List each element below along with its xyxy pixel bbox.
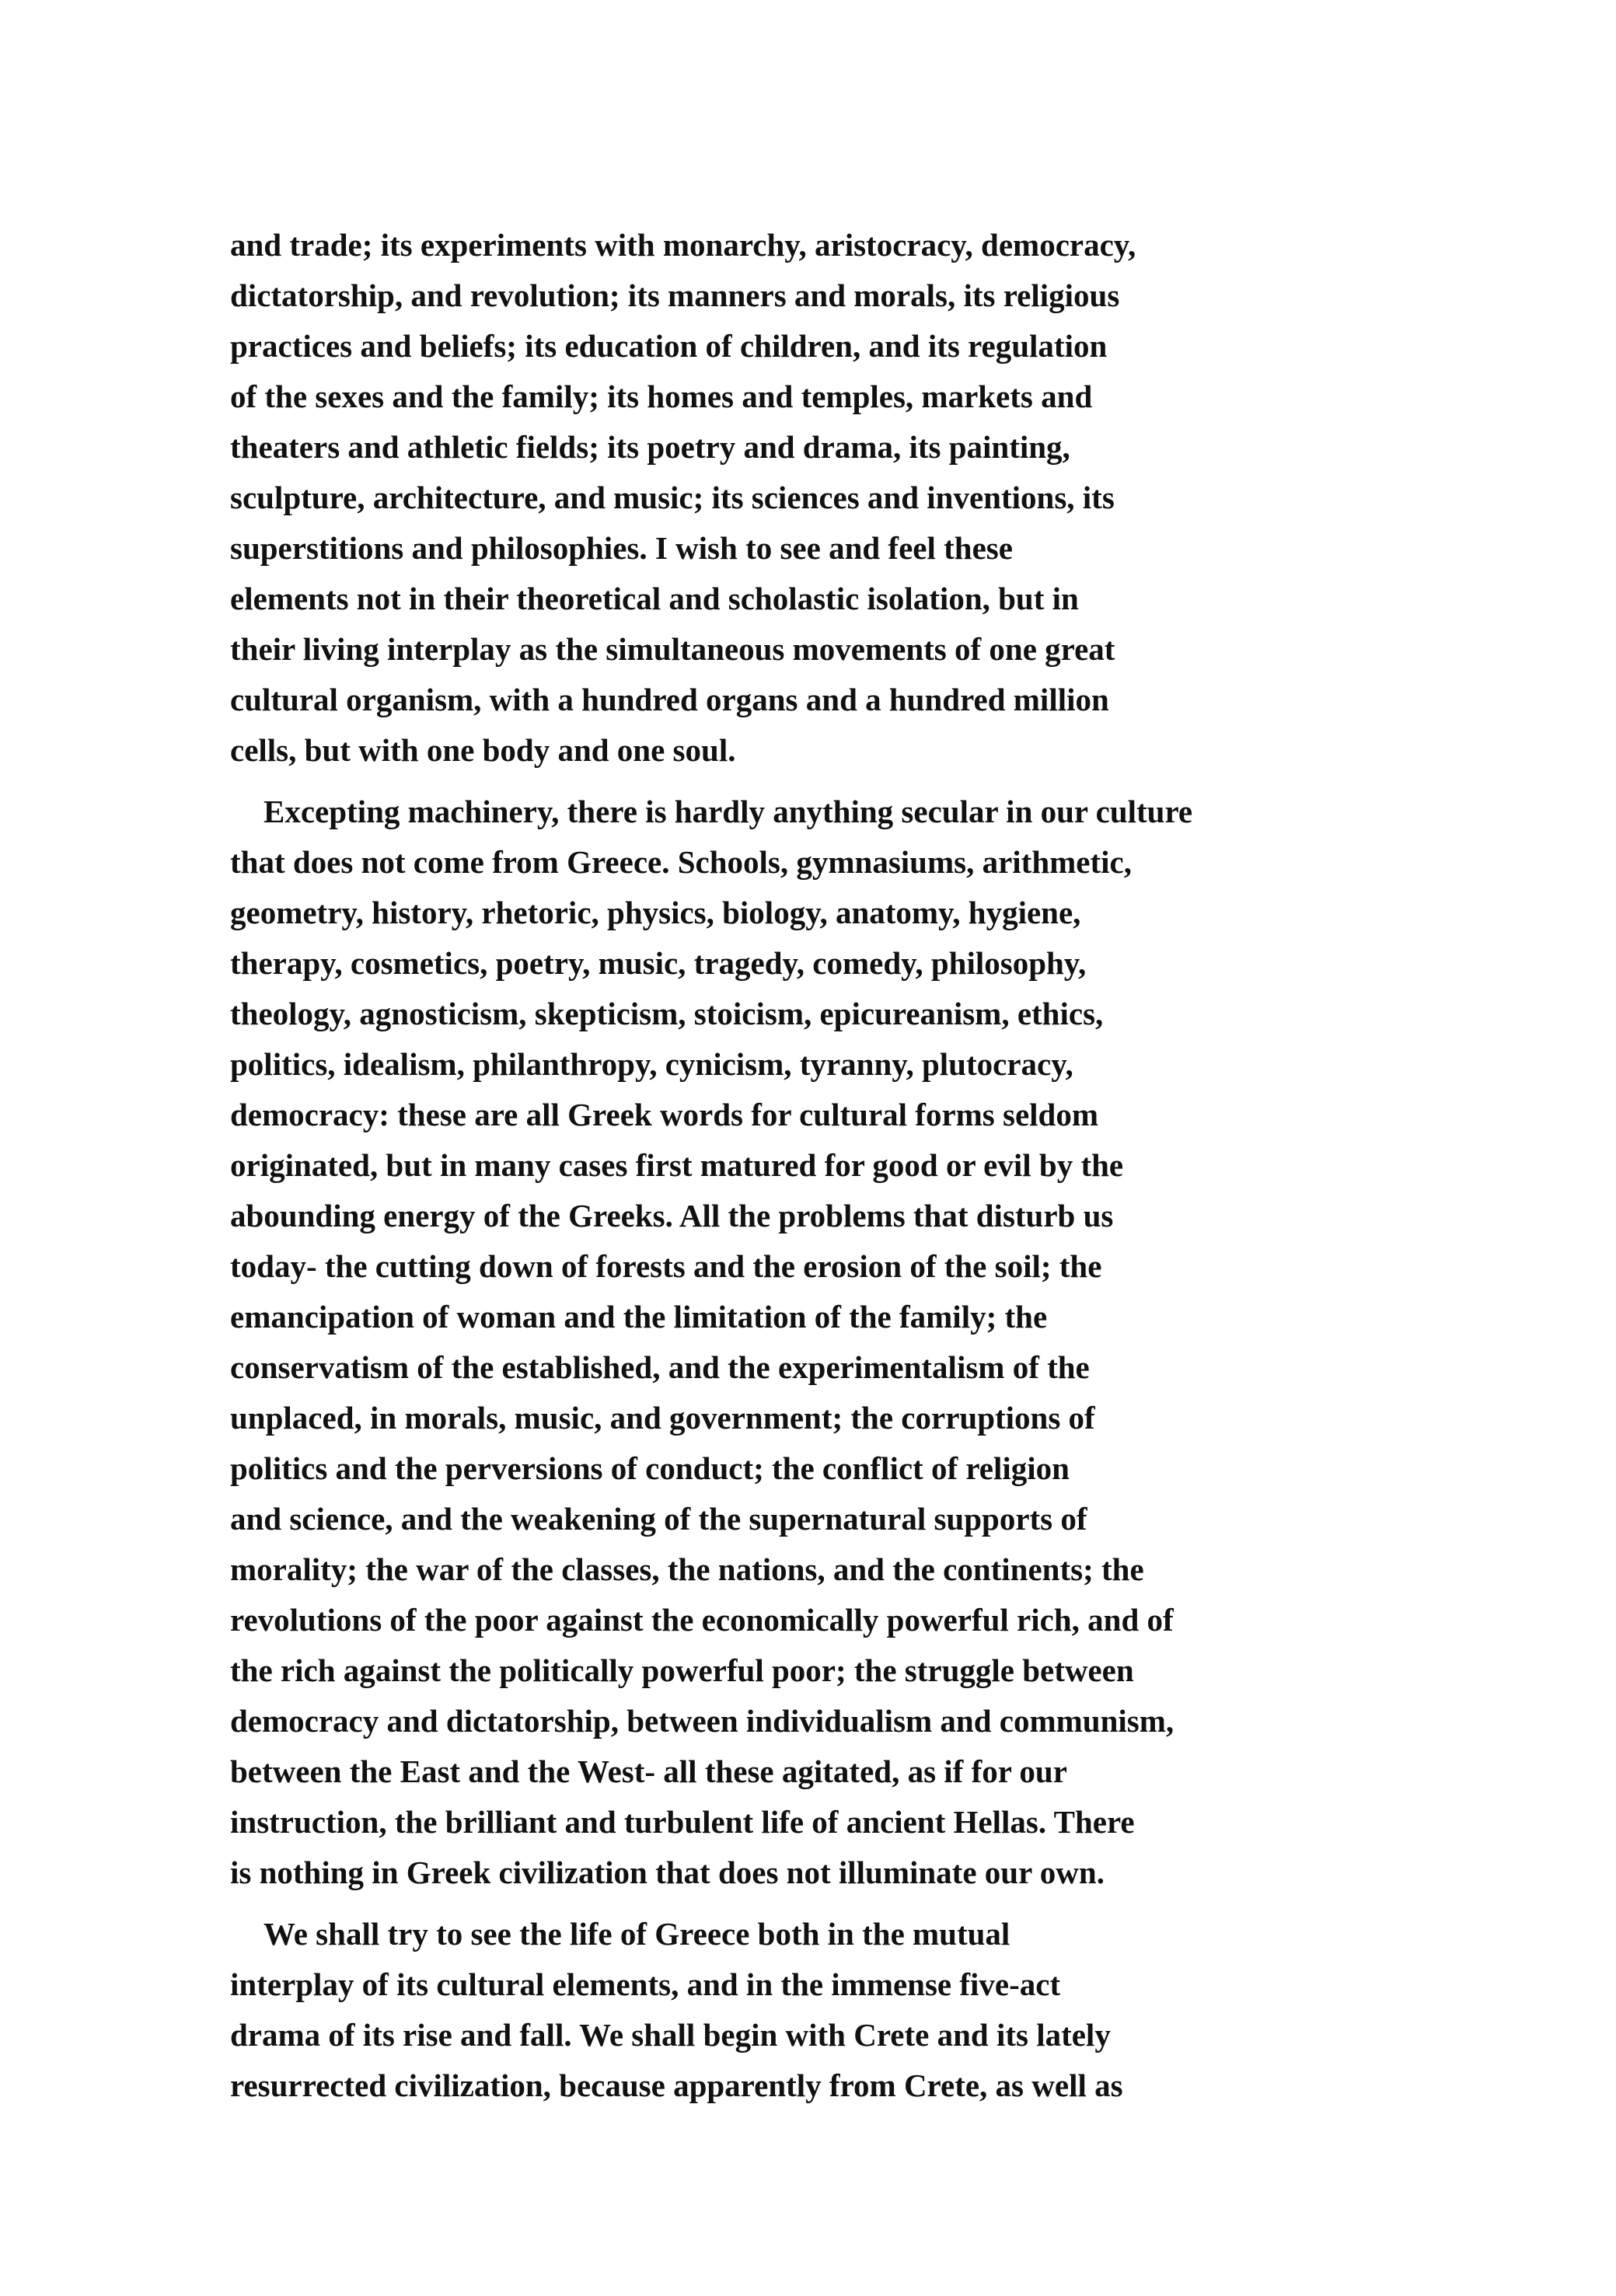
text-line: Excepting machinery, there is hardly anything secular in our culture bbox=[264, 794, 1193, 829]
text-line: today- the cutting down of forests and the erosion of the soil; the bbox=[230, 1248, 1102, 1284]
text-line: and trade; its experiments with monarchy, aristocracy, democracy, bbox=[230, 227, 1136, 263]
text-line: morality; the war of the classes, the nations, and the continents; the bbox=[230, 1551, 1144, 1587]
text-line: resurrected civilization, because apparently from Crete, as well as bbox=[230, 2067, 1123, 2103]
text-line: that does not come from Greece. Schools, gymnasiums, arithmetic, bbox=[230, 844, 1132, 880]
text-line: of the sexes and the family; its homes and temples, markets and bbox=[230, 379, 1093, 414]
text-line: democracy: these are all Greek words for cultural forms seldom bbox=[230, 1097, 1099, 1132]
text-line: theology, agnosticism, skepticism, stoicism, epicureanism, ethics, bbox=[230, 996, 1104, 1031]
text-line: geometry, history, rhetoric, physics, biology, anatomy, hygiene, bbox=[230, 895, 1081, 930]
text-line: originated, but in many cases first matured for good or evil by the bbox=[230, 1147, 1124, 1183]
text-line: their living interplay as the simultaneous movements of one great bbox=[230, 631, 1115, 667]
text-line: interplay of its cultural elements, and in the immense five-act bbox=[230, 1966, 1061, 2002]
text-line: We shall try to see the life of Greece both in the mutual bbox=[264, 1916, 1010, 1952]
text-line: democracy and dictatorship, between individualism and communism, bbox=[230, 1703, 1174, 1739]
text-line: between the East and the West- all these agitated, as if for our bbox=[230, 1753, 1067, 1789]
text-line: politics, idealism, philanthropy, cynicism, tyranny, plutocracy, bbox=[230, 1046, 1073, 1082]
paragraph bbox=[230, 220, 1505, 776]
paragraph bbox=[230, 787, 1505, 1898]
text-line: the rich against the politically powerful poor; the struggle between bbox=[230, 1652, 1134, 1688]
text-line: practices and beliefs; its education of children, and its regulation bbox=[230, 328, 1108, 364]
text-line: conservatism of the established, and the experimentalism of the bbox=[230, 1349, 1090, 1385]
text-line: is nothing in Greek civilization that does not illuminate our own. bbox=[230, 1855, 1105, 1890]
body-text bbox=[230, 220, 1505, 2111]
text-line: cultural organism, with a hundred organs and a hundred million bbox=[230, 682, 1109, 717]
text-line: theaters and athletic fields; its poetry and drama, its painting, bbox=[230, 429, 1070, 465]
text-line: and science, and the weakening of the supernatural supports of bbox=[230, 1501, 1087, 1537]
text-line: sculpture, architecture, and music; its sciences and inventions, its bbox=[230, 480, 1115, 515]
text-line: dictatorship, and revolution; its manners and morals, its religious bbox=[230, 277, 1120, 313]
text-line: revolutions of the poor against the economically powerful rich, and of bbox=[230, 1602, 1174, 1638]
text-line: drama of its rise and fall. We shall begin with Crete and its lately bbox=[230, 2017, 1111, 2053]
text-line: therapy, cosmetics, poetry, music, tragedy, comedy, philosophy, bbox=[230, 945, 1087, 981]
text-line: unplaced, in morals, music, and government; the corruptions of bbox=[230, 1400, 1095, 1436]
text-line: emancipation of woman and the limitation of the family; the bbox=[230, 1299, 1048, 1335]
text-line: politics and the perversions of conduct; the conflict of religion bbox=[230, 1450, 1070, 1486]
text-line: instruction, the brilliant and turbulent life of ancient Hellas. There bbox=[230, 1804, 1135, 1840]
text-line: superstitions and philosophies. I wish to see and feel these bbox=[230, 530, 1013, 566]
paragraph bbox=[230, 1909, 1505, 2111]
text-line: cells, but with one body and one soul. bbox=[230, 732, 736, 768]
text-line: elements not in their theoretical and scholastic isolation, but in bbox=[230, 581, 1079, 616]
text-line: abounding energy of the Greeks. All the problems that disturb us bbox=[230, 1198, 1114, 1233]
